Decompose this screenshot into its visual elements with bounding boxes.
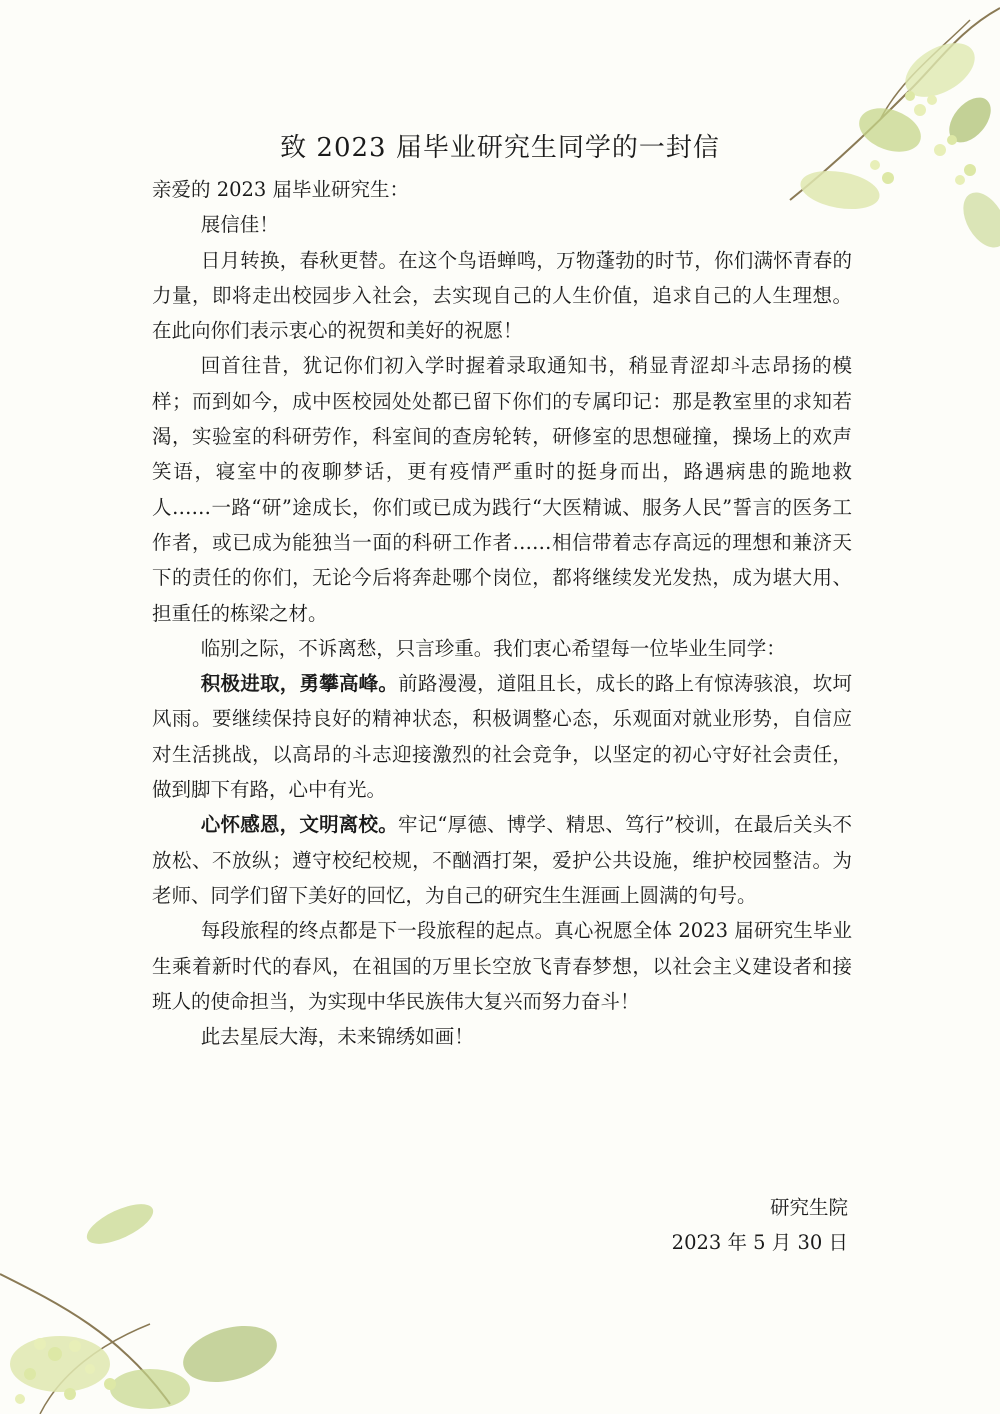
point-2-text: 牢记“厚德、博学、精思、笃行”校训，在最后关头不放松、不放纵；遵守校纪校规，不酗酒打架，爱护公共设施，维护校园整洁。为老师、同学们留下美好的回忆，为自己的研究生生涯画上圆满的句号。 xyxy=(152,813,852,907)
letter-body xyxy=(152,172,852,1054)
point-1-text: 前路漫漫，道阻且长，成长的路上有惊涛骇浪，坎坷风雨。要继续保持良好的精神状态，积极调整心态，乐观面对就业形势，自信应对生活挑战，以高昂的斗志迎接激烈的社会竞争，以坚定的初心守好社会责任，做到脚下有路，心中有光。 xyxy=(152,672,852,802)
signature: 研究生院 xyxy=(769,1196,848,1219)
closing-paragraph: 每段旅程的终点都是下一段旅程的起点。真心祝愿全体 2023 届研究生毕业生乘着新时代的春风，在祖国的万里长空放飞青春梦想，以社会主义建设者和接班人的使命担当，为实现中华民族伟大复兴而努力奋斗！ xyxy=(152,919,852,1013)
letter-date: 2023 年 5 月 30 日 xyxy=(671,1231,848,1254)
farewell: 此去星辰大海，未来锦绣如画！ xyxy=(200,1025,474,1049)
paragraph-3: 临别之际，不诉离愁，只言珍重。我们衷心希望每一位毕业生同学： xyxy=(200,636,786,660)
point-1-heading: 积极进取，勇攀高峰。 xyxy=(200,672,399,696)
paragraph-2: 回首往昔，犹记你们初入学时握着录取通知书，稍显青涩却斗志昂扬的模样；而到如今，成中医校园处处都已留下你们的专属印记：那是教室里的求知若渴，实验室的科研劳作，科室间的查房轮转，研修室的思想碰撞，操场上的欢声笑语，寝室中的夜聊梦话，更有疫情严重时的挺身而出，路遇病患的跪地救人……一路“研”途成长，你们或已成为践行“大医精诚、服务人民”誓言的医务工作者，或已成为能独当一面的科研工作者……相信带着志存高远的理想和兼济天下的责任的你们，无论今后将奔赴哪个岗位，都将继续发光发热，成为堪大用、担重任的栋梁之材。 xyxy=(152,354,852,625)
point-2-heading: 心怀感恩，文明离校。 xyxy=(200,813,398,837)
letter-title: 致 2023 届毕业研究生同学的一封信 xyxy=(280,133,720,163)
point-1 xyxy=(152,666,852,807)
greeting: 展信佳！ xyxy=(200,213,279,237)
floral-decoration-bottom xyxy=(0,1154,340,1414)
point-2 xyxy=(152,807,852,913)
salutation: 亲爱的 2023 届毕业研究生： xyxy=(152,178,410,201)
paragraph-1: 日月转换，春秋更替。在这个鸟语蝉鸣，万物蓬勃的时节，你们满怀青春的力量，即将走出校园步入社会，去实现自己的人生价值，追求自己的人生理想。在此向你们表示衷心的祝贺和美好的祝愿！ xyxy=(152,248,852,343)
